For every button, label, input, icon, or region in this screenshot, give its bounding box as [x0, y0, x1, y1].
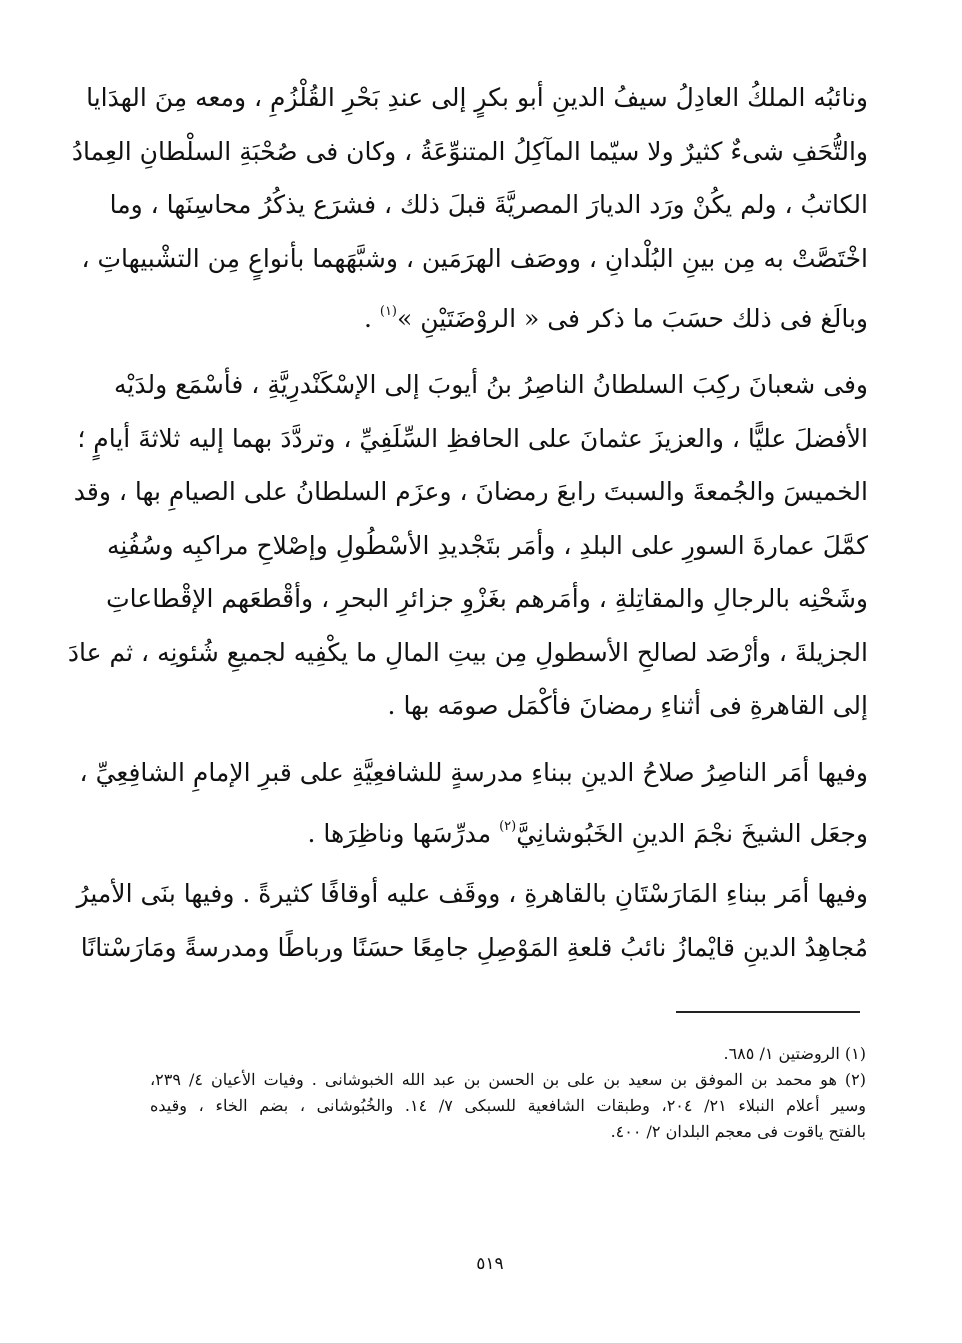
footnote-ref-1: (١): [379, 304, 397, 319]
text-line: وفى شعبانَ ركِبَ السلطانُ الناصِرُ بنُ أيوبَ إلى الإسْكَنْدرِيَّةِ ، فأسْمَع ولدَيْه: [113, 370, 868, 399]
text-line: والتُّحَفِ شىءٌ كثيرٌ ولا سيّما المآكِلُ المتنوِّعَةُ ، وكان فى صُحْبَةِ السلْطانِ العِمادُ: [71, 136, 868, 166]
text-segment: وجعَل الشيخَ نجْمَ الدينِ الخَبُوشانِيَّ: [516, 818, 868, 848]
text-line: اخْتَصَّتْ به مِن بينِ البُلْدانِ ، ووصَف الهرَمَين ، وشبَّهَهما بأنواعٍ مِن التشْبيهاتِ ،: [81, 243, 868, 273]
text-segment: .: [363, 304, 380, 333]
paragraph-4: [76, 879, 868, 986]
text-line: وشَحْنِه بالرجالِ والمقاتِلةِ ، وأمَرهم بغَزْوِ جزائرِ البحرِ ، وأقْطعَهم الإقْطاعاتِ: [106, 584, 868, 613]
text-line: ونائبُه الملكُ العادِلُ سيفُ الدينِ أبو بكرٍ إلى عندِ بَحْرِ القُلْزُمِ ، ومعه مِنَ الهدَايا: [86, 83, 868, 112]
footnote-ref-2: (٢): [499, 818, 517, 834]
paragraph-2: [67, 370, 868, 745]
text-line: وفيها أمَر الناصِرُ صلاحُ الدينِ ببناءِ مدرسةٍ للشافعِيَّةِ على قبرِ الإمامِ الشافِعِيِّ ،: [79, 758, 868, 787]
text-line-with-note: [150, 812, 868, 849]
text-line: الكاتبُ ، ولم يكُنْ ورَد الديارَ المصريَّةَ قبلَ ذلك ، فشرَع يذكُرُ محاسِنَها ، وما: [109, 190, 868, 219]
text-segment: مدرِّسَها وناظِرَها .: [307, 818, 500, 848]
footnotes: [150, 1041, 866, 1145]
footnote-1: (١) الروضتين ١/ ٦٨٥.: [723, 1044, 866, 1063]
footnote-separator: [676, 1011, 860, 1013]
text-line: مُجاهِدُ الدينِ قايْمازُ نائبُ قلعةِ المَوْصِلِ جامِعًا حسَنًا ورباطًا ومدرسةً ومَارَسْتانًا: [80, 932, 868, 962]
footnote-2-end: بالفتح ياقوت فى معجم البلدان ٢/ ٤٠٠.: [610, 1122, 866, 1141]
footnote-2-cont: وسير أعلام النبلاء ٢١/ ٢٠٤، وطبقات الشافعية للسبكى ٧/ ١٤. والخُبُوشانى ، بضم الخاء ، وقيده: [150, 1096, 867, 1115]
text-line: وفيها أمَر ببناءِ المَارَسْتَانِ بالقاهرةِ ، ووقَف عليه أوقافًا كثيرةً . وفيها بنَى الأميرُ: [76, 879, 868, 908]
text-line-with-note: [150, 297, 868, 334]
text-line: إلى القاهرةِ فى أثناءِ رمضانَ فأكْمَل صومَه بها .: [387, 691, 868, 720]
footnote-2: (٢) هو محمد بن الموفق بن سعيد بن على بن الحسن بن عبد الله الخبوشانى . وفيات الأعيان ٤/ ٢٣٩،: [150, 1070, 866, 1089]
page-number: ٥١٩: [476, 1254, 504, 1274]
text-line: الأفضلَ عليًّا ، والعزيزَ عثمانَ على الحافظِ السِّلَفِيِّ ، وتردَّدَ بهما إليه ثلاثةَ أيامٍ ؛: [77, 423, 868, 453]
paragraph-1: [71, 83, 868, 358]
text-line: كمَّلَ عمارةَ السورِ على البلدِ ، وأمَر بتَجْديدِ الأسْطُولِ وإصْلاحِ مراكبِه وسُفُنِه: [107, 530, 868, 560]
text-segment: وبالَغ فى ذلك حسَبَ ما ذكر فى « الروْضَتَيْنِ »: [397, 304, 868, 333]
paragraph-3: [79, 758, 868, 872]
text-line: الجزيلةَ ، وأرْصَد لصالحِ الأسطولِ مِن بيتِ المالِ ما يكْفِيه لجميعِ شُئونِه ، ثم عادَ: [67, 637, 868, 667]
text-line: الخميسَ والجُمعةَ والسبتَ رابعَ رمضانَ ، وعزَم السلطانُ على الصيامِ بها ، وقد: [73, 477, 868, 506]
